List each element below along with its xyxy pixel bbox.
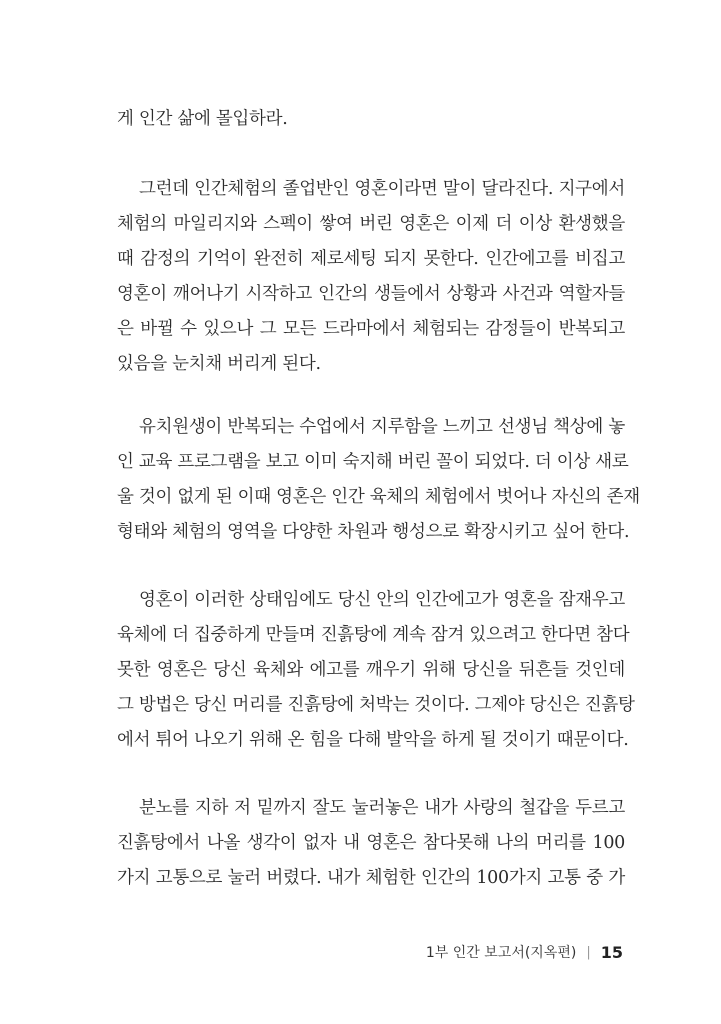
text-line: 진흙탕에서 나올 생각이 없자 내 영혼은 참다못해 나의 머리를 100	[117, 833, 625, 853]
text-line: 영혼이 깨어나기 시작하고 인간의 생들에서 상황과 사건과 역할자들	[117, 284, 625, 304]
text-line: 영혼이 이러한 상태임에도 당신 안의 인간에고가 영혼을 잠재우고	[139, 590, 625, 610]
text-line: 육체에 더 집중하게 만들며 진흙탕에 계속 잠겨 있으려고 한다면 참다	[117, 625, 630, 645]
text-line: 울 것이 없게 된 이때 영혼은 인간 육체의 체험에서 벗어나 자신의 존재	[117, 487, 640, 507]
text-line: 가지 고통으로 눌러 버렸다. 내가 체험한 인간의 100가지 고통 중 가	[117, 868, 625, 888]
text-line: 체험의 마일리지와 스펙이 쌓여 버린 영혼은 이제 더 이상 환생했을	[117, 214, 625, 234]
text-line: 인 교육 프로그램을 보고 이미 숙지해 버린 꼴이 되었다. 더 이상 새로	[117, 452, 629, 472]
text-line: 때 감정의 기억이 완전히 제로세팅 되지 못한다. 인간에고를 비집고	[117, 249, 625, 269]
text-line: 그런데 인간체험의 졸업반인 영혼이라면 말이 달라진다. 지구에서	[139, 179, 625, 199]
page-number: 15	[600, 942, 623, 962]
text-line: 그 방법은 당신 머리를 진흙탕에 처박는 것이다. 그제야 당신은 진흙탕	[117, 695, 635, 715]
text-line: 있음을 눈치채 버리게 된다.	[117, 354, 321, 374]
footer-separator: |	[586, 944, 591, 960]
text-line: 못한 영혼은 당신 육체와 에고를 깨우기 위해 당신을 뒤흔들 것인데	[117, 660, 625, 680]
page-footer	[426, 942, 623, 962]
text-line: 게 인간 삶에 몰입하라.	[117, 109, 288, 129]
text-line: 유치원생이 반복되는 수업에서 지루함을 느끼고 선생님 책상에 놓	[139, 417, 625, 437]
text-line: 분노를 지하 저 밑까지 잘도 눌러놓은 내가 사랑의 철갑을 두르고	[139, 798, 625, 818]
running-header-section: 1부 인간 보고서(지옥편)	[425, 945, 577, 961]
text-line: 은 바뀔 수 있으나 그 모든 드라마에서 체험되는 감정들이 반복되고	[117, 319, 625, 339]
text-line: 형태와 체험의 영역을 다양한 차원과 행성으로 확장시키고 싶어 한다.	[117, 522, 630, 542]
paragraph-3	[117, 583, 635, 758]
text-line: 에서 튀어 나오기 위해 온 힘을 다해 발악을 하게 될 것이기 때문이다.	[117, 730, 629, 750]
paragraph-1	[117, 172, 625, 382]
paragraph-2	[117, 410, 640, 550]
paragraph-4	[117, 791, 625, 896]
paragraph-continuation	[117, 102, 625, 137]
